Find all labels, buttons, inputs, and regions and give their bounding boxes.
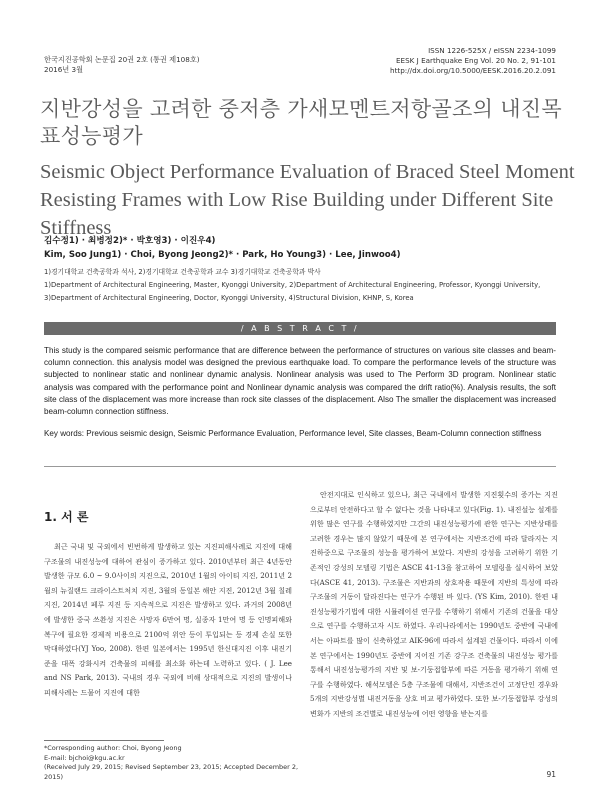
abstract-heading-bar: / A B S T R A C T /: [44, 322, 556, 335]
title-korean: 지반강성을 고려한 중저층 가새모멘트저항골조의 내진목표성능평가: [40, 97, 562, 148]
journal-header-ko: [44, 55, 200, 75]
body-column-left: [44, 540, 292, 701]
authors-korean: 김수정1) · 최병정2)* · 박호영3) · 이진우4): [44, 236, 216, 246]
corresponding-author: *Corresponding author: Choi, Byong Jeong: [44, 744, 182, 752]
affiliation-line-2: 1)Department of Architectural Engineering, Master, Kyonggi University, 2)Department of Architectural Engineering, Professor, Kyonggi University,: [44, 281, 541, 289]
authors-english: Kim, Soo Jung1) · Choi, Byong Jeong2)* · Park, Ho Young3) · Lee, Jinwoo4): [44, 250, 401, 260]
page-number: 91: [546, 770, 556, 779]
affiliation-line-1: 1)경기대학교 건축공학과 석사, 2)경기대학교 건축공학과 교수 3)경기대학교 건축공학과 박사: [44, 268, 321, 276]
author-email[interactable]: E-mail: bjchoi@kgu.ac.kr: [44, 753, 125, 762]
doi-link[interactable]: http://dx.doi.org/10.5000/EESK.2016.20.2.091: [390, 66, 556, 75]
affiliation-line-3: 3)Department of Architectural Engineering, Doctor, Kyonggi University, 4)Structural Division, KHNP, S, Korea: [44, 294, 414, 302]
body-column-right: [310, 488, 558, 722]
abstract-text: This study is the compared seismic performance that are difference between the performance of structures on various site classes and beam-column connection. this analysis model was designed the previous earthquake load. To compare the performance levels of the structure was subjected to nonlinear static and nonlinear dynamic analysis. Nonlinear analysis was used to The Perform 3D program. Nonlinear static analysis was compared with the performance point and Nonlinear dynamic analysis was compared the drift ratio(%). Analysis results, the soft site class of the displacement was more increase than rock site classes of the displacement. Also The smaller the displacement was increased beam-column connection stiffness.: [44, 346, 556, 417]
footnote: [44, 744, 304, 782]
body-paragraph-left: 최근 국내 및 국외에서 빈번하게 발생하고 있는 지진피해사례로 지진에 대해 구조물의 내진성능에 대하여 관심이 증가하고 있다. 2010년부터 최근 4년동안 발생한 규모 6.0 ~ 9.0사이의 지진으로, 2010년 1월의 아이티 지진, 2011년 2월의 뉴질랜드 크라이스트처치 지진, 3월의 동일본 해안 지진, 2012년 3월 칠레 지진, 2014년 페루 지진 등 지속적으로 지진은 발생하고 있다. 과거의 2008년에 발생한 중국 쓰촨성 지진은 사망자 6만여 명, 실종자 1만여 명 등 인명피해와 복구에 필요한 경제적 비용으로 2100억 위안 등이 투입되는 등 경제 손실 또한 막대하였다(YJ Yoo, 2008). 한편 일본에서는 1995년 한신대지진 이후 내진기준을 대폭 강화시켜 건축물의 피해를 최소화 하는데 노력하고 있다. ( J. Lee and NS Park, 2013). 국내의 경우 국외에 비해 상대적으로 지진의 발생이나 피해사례는 드물어 지진에 대한: [44, 542, 292, 697]
section-divider: [44, 466, 556, 467]
journal-date-ko: 2016년 3월: [44, 65, 84, 74]
section-1-title: 1. 서 론: [44, 510, 89, 524]
issn: ISSN 1226-525X / eISSN 2234-1099: [428, 46, 556, 55]
journal-name-ko: 한국지진공학회 논문집 20권 2호 (통권 제108호): [44, 55, 200, 64]
received-dates: (Received July 29, 2015; Revised September 23, 2015; Accepted December 2, 2015): [44, 763, 299, 781]
footnote-divider: [44, 740, 164, 741]
title-english: Seismic Object Performance Evaluation of Braced Steel Moment Resisting Frames with Low Rise Building under Different Site Stiffness: [40, 161, 575, 239]
journal-header-en: [390, 46, 556, 76]
keywords-list: Previous seismic design, Seismic Performance Evaluation, Performance level, Site classes, Beam-Column connection stiffness: [86, 429, 542, 438]
keywords: [44, 428, 556, 440]
body-paragraph-right: 안전지대로 인식하고 있으나, 최근 국내에서 발생한 지진횟수의 증가는 지진으로부터 안전하다고 할 수 없다는 것을 나타내고 있다(Fig. 1). 내진설능 설계를 위한 많은 연구를 수행하였지만 그간의 내진성능평가에 관한 연구는 지반상태를 고려한 경우는 많지 않았기 때문에 본 연구에서는 지반조건에 따라 달라지는 지진하중으로 구조물의 성능을 평가하여 보았다. 지반의 강성을 고려하기 위한 기존적인 강성의 모델링 기법은 ASCE 41-13을 참고하여 모델링을 실시하여 보았다(ASCE 41, 2013). 구조물은 지반과의 상호작용 때문에 지반의 특성에 따라 구조물의 거동이 달라진다는 연구가 수행된 바 있다. (YS Kim, 2010). 한편 내진성능평가기법에 대한 시뮬레이션 연구를 수행하기 위해서 기존의 건물을 대상으로 연구를 수행하고자 시도 하였다. 우리나라에서는 1990년도 중반에 국내에서는 아파트를 많이 신축하였고 AIK-96에 따라서 설계된 건물이다. 따라서 이에 본 연구에서는 1990년도 중반에 지어진 기존 강구조 건축물의 내진성능 평가를 통해서 내진성능평가의 지반 및 보-기둥접합부에 따른 거동을 평가하기 위해 연구를 수행하였다. 해석모델은 5층 구조물에 대해서, 지반조건이 고정단인 경우와 5개의 지반강성별 내진거동을 상호 비교 평가하였다. 또한 보-기둥접합부 강성의 변화가 지반의 조건별로 내진성능에 어떤 영향을 받는지를: [310, 490, 558, 718]
keywords-label: Key words:: [44, 429, 85, 438]
journal-name-en: EESK J Earthquake Eng Vol. 20 No. 2, 91-101: [396, 56, 556, 65]
